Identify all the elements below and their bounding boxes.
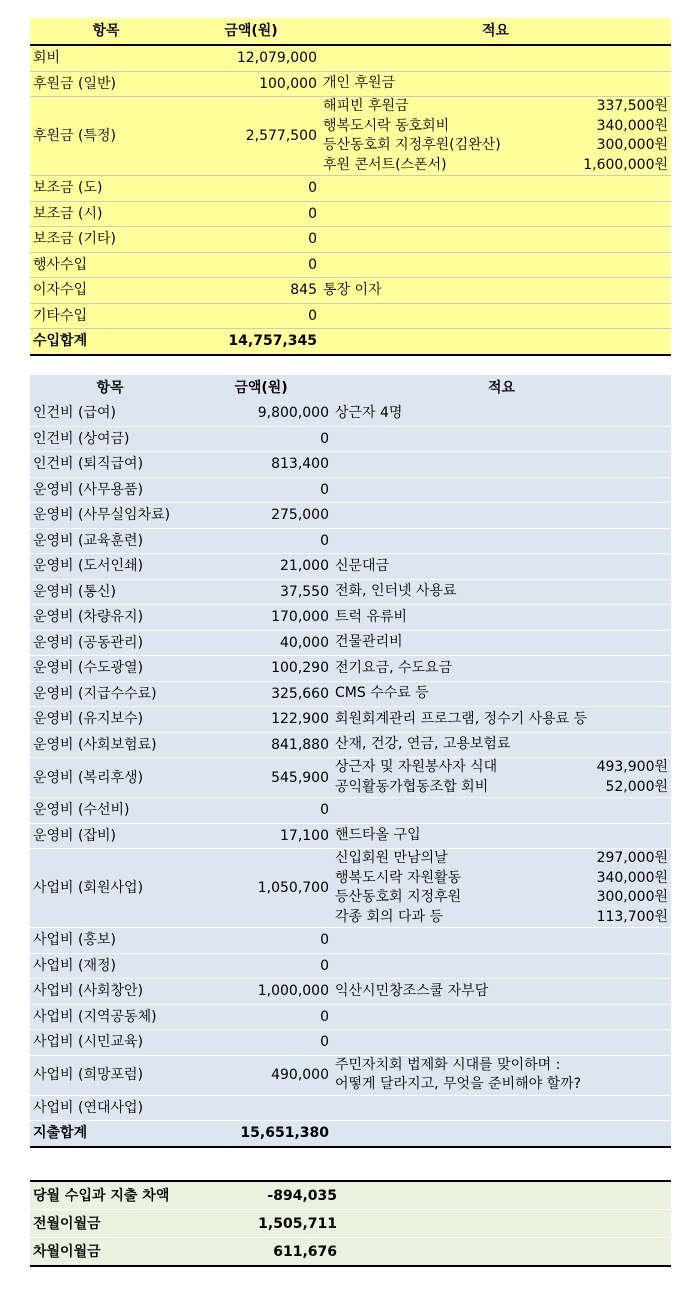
table-row (30, 528, 671, 554)
table-row (30, 554, 671, 580)
table-row (30, 798, 671, 824)
table-row (30, 953, 671, 979)
amount-value: 0 (190, 928, 332, 954)
notes-cell (320, 71, 671, 97)
amount-value: 1,000,000 (190, 979, 332, 1005)
note-text: 신입회원 만남의날 (335, 850, 448, 866)
item-label: 운영비 (공동관리) (30, 630, 190, 656)
notes-cell (332, 681, 671, 707)
note-line (335, 869, 668, 889)
amount-value: 17,100 (190, 823, 332, 849)
amount-value: 12,079,000 (182, 45, 320, 71)
item-label: 사업비 (희망포럼) (30, 1055, 190, 1095)
notes-cell (332, 477, 671, 503)
notes-cell (332, 1030, 671, 1056)
summary-row (30, 1238, 671, 1267)
note-text: 전기요금, 수도요금 (335, 659, 453, 676)
item-label: 운영비 (사무실임차료) (30, 503, 190, 529)
summary-notes (340, 1238, 671, 1267)
note-text: CMS 수수료 등 (335, 685, 429, 701)
amount-value: 545,900 (190, 758, 332, 798)
note-line (335, 659, 668, 679)
table-row (30, 656, 671, 682)
summary-label: 차월이월금 (30, 1238, 210, 1267)
table-row (30, 849, 671, 928)
amount-value (190, 1095, 332, 1121)
item-label: 운영비 (유지보수) (30, 707, 190, 733)
item-label: 운영비 (지급수수료) (30, 681, 190, 707)
table-row (30, 1004, 671, 1030)
notes-cell (332, 1055, 671, 1095)
table-row (30, 605, 671, 631)
item-label: 운영비 (복리후생) (30, 758, 190, 798)
notes-cell (332, 554, 671, 580)
total-label: 지출합계 (30, 1121, 190, 1147)
amount-value: 0 (190, 798, 332, 824)
header-amount: 금액(원) (234, 380, 288, 396)
amount-value: 170,000 (190, 605, 332, 631)
table-row (30, 227, 671, 253)
notes-cell (332, 630, 671, 656)
amount-value: 490,000 (190, 1055, 332, 1095)
note-line (335, 557, 668, 577)
table-row (30, 278, 671, 304)
note-text: 행복도시락 동호회비 (323, 117, 450, 134)
header-amount: 금액(원) (182, 18, 320, 45)
note-text: 공익활동가협동조합 회비 (335, 778, 489, 795)
amount-value: 1,050,700 (190, 849, 332, 928)
note-value: 113,700원 (596, 908, 668, 925)
item-label: 인건비 (퇴직급여) (30, 452, 190, 478)
notes-cell (332, 732, 671, 758)
total-notes (320, 329, 671, 355)
amount-value: 0 (182, 201, 320, 227)
item-label: 회비 (30, 45, 182, 71)
table-row (30, 979, 671, 1005)
note-line (335, 735, 668, 755)
item-label: 보조금 (기타) (30, 227, 182, 253)
notes-cell (320, 97, 671, 176)
amount-value: 0 (190, 477, 332, 503)
notes-cell (320, 303, 671, 329)
table-row (30, 252, 671, 278)
total-amount: 14,757,345 (182, 329, 320, 355)
header-item: 항목 (96, 380, 124, 396)
amount-value: 0 (190, 1004, 332, 1030)
table-row (30, 303, 671, 329)
item-label: 운영비 (통신) (30, 579, 190, 605)
note-text: 전화, 인터넷 사용료 (335, 583, 457, 599)
amount-value: 9,800,000 (190, 401, 332, 426)
item-label: 사업비 (연대사업) (30, 1095, 190, 1121)
notes-cell (320, 252, 671, 278)
amount-value: 0 (182, 227, 320, 253)
total-row (30, 329, 671, 355)
table-row (30, 201, 671, 227)
notes-cell (332, 656, 671, 682)
notes-cell (332, 928, 671, 954)
header-notes: 적요 (320, 18, 671, 45)
item-label: 운영비 (교육훈련) (30, 528, 190, 554)
amount-value: 841,880 (190, 732, 332, 758)
item-label: 운영비 (도서인쇄) (30, 554, 190, 580)
header-item: 항목 (30, 18, 182, 45)
header-row (30, 375, 671, 401)
note-value: 297,000원 (596, 850, 668, 866)
total-row (30, 1121, 671, 1147)
note-value: 493,900원 (596, 759, 668, 775)
item-label: 보조금 (도) (30, 176, 182, 202)
note-text: 어떻게 달라지고, 무엇을 준비해야 할까? (335, 1076, 582, 1092)
notes-cell (332, 758, 671, 798)
note-text: 행복도시락 자원활동 (335, 869, 462, 886)
table-row (30, 71, 671, 97)
amount-value: 0 (190, 953, 332, 979)
table-row (30, 1095, 671, 1121)
item-label: 운영비 (수선비) (30, 798, 190, 824)
note-text: 개인 후원금 (323, 75, 396, 91)
notes-cell (332, 503, 671, 529)
table-row (30, 477, 671, 503)
amount-value: 0 (190, 426, 332, 452)
item-label: 운영비 (잡비) (30, 823, 190, 849)
expense-body (30, 375, 671, 1147)
table-row (30, 401, 671, 426)
note-line (335, 1056, 668, 1076)
note-text: 상근자 및 자원봉사자 식대 (335, 759, 498, 775)
note-line (323, 117, 668, 137)
note-line (335, 849, 668, 869)
note-line (335, 888, 668, 908)
amount-value: 845 (182, 278, 320, 304)
note-line (323, 156, 668, 176)
note-text: 해피빈 후원금 (323, 98, 409, 114)
note-line (335, 758, 668, 778)
summary-amount: 1,505,711 (210, 1210, 340, 1238)
note-line (335, 826, 668, 846)
table-row (30, 707, 671, 733)
note-line (335, 582, 668, 602)
note-text: 신문대금 (335, 557, 390, 574)
amount-value: 2,577,500 (182, 97, 320, 176)
summary-table (30, 1180, 671, 1267)
notes-cell (332, 528, 671, 554)
amount-value: 325,660 (190, 681, 332, 707)
notes-cell (332, 1095, 671, 1121)
header-notes: 적요 (487, 380, 516, 396)
item-label: 이자수입 (30, 278, 182, 304)
table-row (30, 630, 671, 656)
item-label: 행사수입 (30, 252, 182, 278)
income-table (30, 18, 671, 356)
note-value: 340,000원 (596, 117, 668, 134)
note-text: 회원회계관리 프로그램, 정수기 사용료 등 (335, 710, 588, 727)
amount-value: 0 (182, 176, 320, 202)
total-label: 수입합계 (30, 329, 182, 355)
item-label: 사업비 (홍보) (30, 928, 190, 954)
table-row (30, 758, 671, 798)
note-line (335, 608, 668, 628)
note-text: 통장 이자 (323, 281, 382, 298)
item-label: 기타수입 (30, 303, 182, 329)
note-line (323, 136, 668, 156)
notes-cell (332, 823, 671, 849)
summary-amount: 611,676 (210, 1238, 340, 1267)
notes-cell (332, 1004, 671, 1030)
summary-body (30, 1181, 671, 1266)
note-text: 트럭 유류비 (335, 608, 408, 625)
table-row (30, 732, 671, 758)
table-row (30, 1055, 671, 1095)
item-label: 보조금 (시) (30, 201, 182, 227)
note-text: 등산동호회 지정후원(김완산) (323, 137, 501, 153)
amount-value: 813,400 (190, 452, 332, 478)
amount-value: 0 (190, 528, 332, 554)
note-text: 후원 콘서트(스폰서) (323, 156, 447, 173)
notes-cell (332, 452, 671, 478)
note-text: 산재, 건강, 연금, 고용보험료 (335, 736, 511, 752)
total-amount: 15,651,380 (190, 1121, 332, 1147)
amount-value: 0 (182, 252, 320, 278)
item-label: 운영비 (사회보험료) (30, 732, 190, 758)
item-label: 운영비 (사무용품) (30, 477, 190, 503)
table-row (30, 1030, 671, 1056)
total-notes (332, 1121, 671, 1147)
amount-value: 21,000 (190, 554, 332, 580)
amount-value: 37,550 (190, 579, 332, 605)
note-text: 건물관리비 (335, 634, 403, 650)
note-line (335, 908, 668, 928)
summary-row (30, 1181, 671, 1210)
amount-value: 0 (182, 303, 320, 329)
amount-value: 122,900 (190, 707, 332, 733)
item-label: 후원금 (특정) (30, 97, 182, 176)
income-body (30, 18, 671, 355)
amount-value: 275,000 (190, 503, 332, 529)
note-text: 주민자치회 법제화 시대를 맞이하며 : (335, 1056, 561, 1073)
notes-cell (332, 798, 671, 824)
table-row (30, 579, 671, 605)
table-row (30, 176, 671, 202)
note-text: 등산동호회 지정후원 (335, 889, 462, 905)
expense-table (30, 375, 671, 1148)
summary-row (30, 1210, 671, 1238)
item-label: 사업비 (회원사업) (30, 849, 190, 928)
table-row (30, 823, 671, 849)
summary-notes (340, 1181, 671, 1210)
notes-cell (332, 707, 671, 733)
table-row (30, 45, 671, 71)
notes-cell (320, 278, 671, 304)
note-value: 300,000원 (596, 137, 668, 153)
item-label: 사업비 (시민교육) (30, 1030, 190, 1056)
notes-cell (332, 849, 671, 928)
notes-cell (332, 426, 671, 452)
item-label: 인건비 (상여금) (30, 426, 190, 452)
table-row (30, 452, 671, 478)
note-line (335, 982, 668, 1002)
table-row (30, 681, 671, 707)
note-line (335, 778, 668, 798)
notes-cell (332, 579, 671, 605)
notes-cell (332, 605, 671, 631)
amount-value: 100,000 (182, 71, 320, 97)
note-text: 핸드타올 구입 (335, 827, 421, 843)
note-value: 337,500원 (596, 98, 668, 114)
item-label: 사업비 (사회창안) (30, 979, 190, 1005)
item-label: 운영비 (차량유지) (30, 605, 190, 631)
summary-notes (340, 1210, 671, 1238)
table-row (30, 928, 671, 954)
note-value: 300,000원 (596, 889, 668, 905)
item-label: 후원금 (일반) (30, 71, 182, 97)
note-value: 340,000원 (596, 869, 668, 886)
note-line (335, 633, 668, 653)
note-line (335, 684, 668, 704)
notes-cell (320, 227, 671, 253)
note-line (335, 1075, 668, 1095)
note-value: 1,600,000원 (583, 156, 668, 173)
notes-cell (320, 201, 671, 227)
notes-cell (320, 176, 671, 202)
notes-cell (332, 979, 671, 1005)
note-line (323, 74, 668, 94)
amount-value: 0 (190, 1030, 332, 1056)
item-label: 사업비 (지역공동체) (30, 1004, 190, 1030)
note-text: 각종 회의 다과 등 (335, 908, 444, 925)
item-label: 사업비 (재정) (30, 953, 190, 979)
note-line (335, 710, 668, 730)
table-row (30, 426, 671, 452)
notes-cell (332, 401, 671, 426)
table-row (30, 97, 671, 176)
notes-cell (320, 45, 671, 71)
note-value: 52,000원 (605, 778, 668, 795)
note-line (323, 281, 668, 301)
item-label: 운영비 (수도광열) (30, 656, 190, 682)
amount-value: 100,290 (190, 656, 332, 682)
note-text: 상근자 4명 (335, 404, 403, 421)
amount-value: 40,000 (190, 630, 332, 656)
table-row (30, 503, 671, 529)
summary-label: 당월 수입과 지출 차액 (30, 1181, 210, 1210)
note-line (323, 97, 668, 117)
summary-label: 전월이월금 (30, 1210, 210, 1238)
summary-amount: -894,035 (210, 1181, 340, 1210)
note-text: 익산시민창조스쿨 자부담 (335, 982, 489, 999)
note-line (335, 404, 668, 424)
item-label: 인건비 (급여) (30, 401, 190, 426)
header-row (30, 18, 671, 45)
notes-cell (332, 953, 671, 979)
